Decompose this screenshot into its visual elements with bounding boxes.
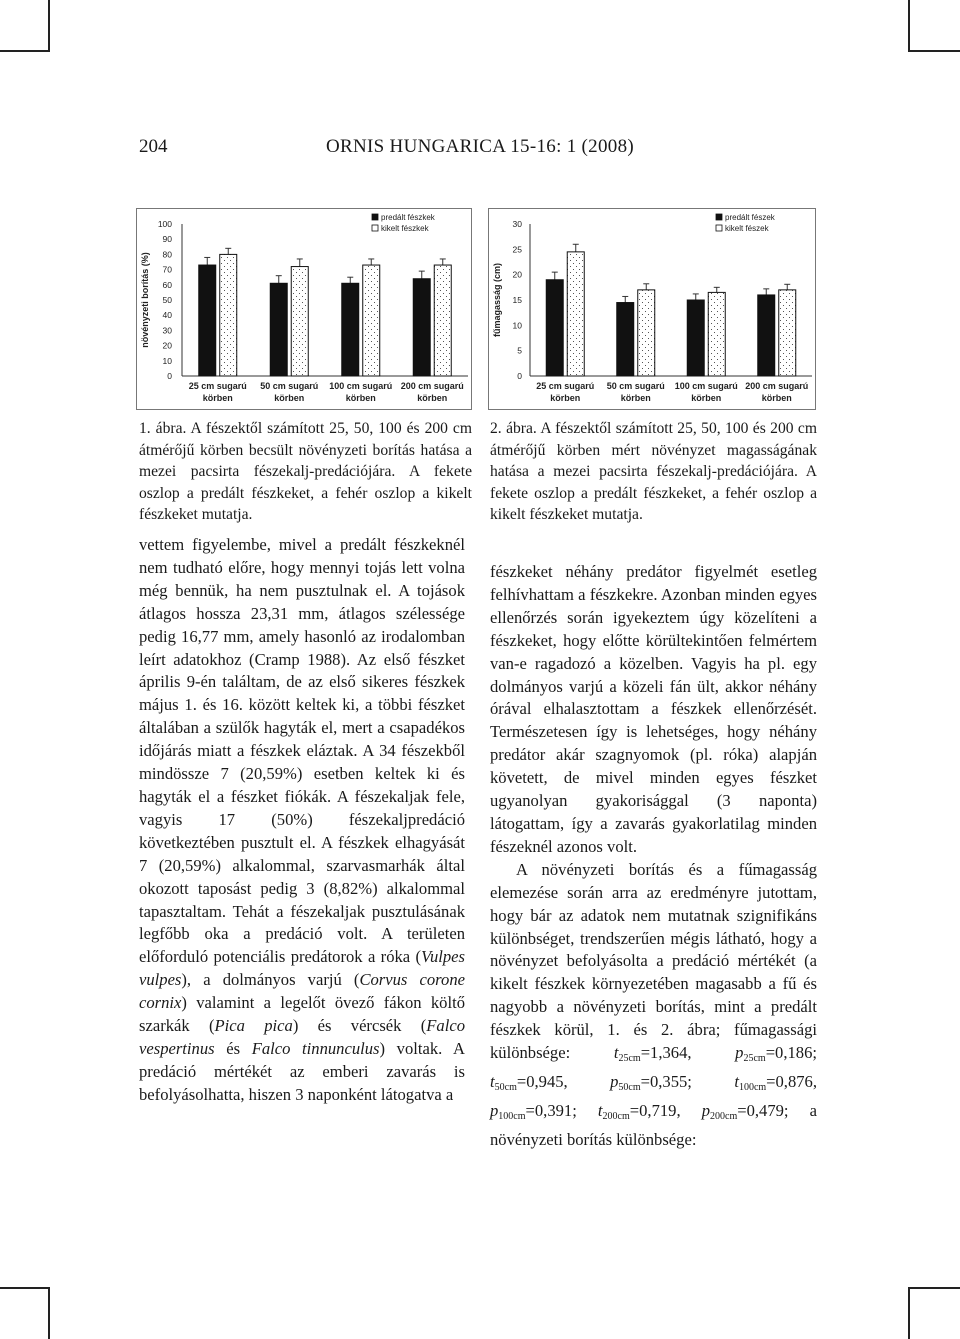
figure-1-chart xyxy=(136,208,472,410)
x-tick-label: körben xyxy=(345,393,376,403)
crop-mark-bottom-right xyxy=(908,1287,910,1339)
stat-value: =0,876, xyxy=(766,1071,817,1091)
y-tick-label: 30 xyxy=(512,219,522,229)
stat-subscript: 100cm xyxy=(738,1081,767,1093)
y-tick-label: 5 xyxy=(517,345,522,356)
species-name: Pica pica xyxy=(214,1016,293,1036)
x-tick-label: 100 cm sugarú xyxy=(674,381,738,391)
body-paragraph: fészkeket néhány predátor figyelmét esetleg felhívhattam a fészkekre. Azonban minden egyes ellenőrzés során igyekeztem úgy közelíteni a fészkeket, hogy előtte körültekintően felmértem van-e ragadozó a közelben. Vagyis ha pl. egy dolmányos varjú a közeli fán ült, akkor néhány órával elhalasztottam a fészkek ellenőrzését. Természetesen így is lehetséges, hogy néhány predátor akár szagnyomok (pl. róka) alapján követett, de mivel minden egyes fészket ugyanolyan gyakorisággal (3 naponta) látogattam, így a zavarás gyakorlatilag minden fészeknél azonos volt. xyxy=(490,562,817,856)
stat-symbol: t xyxy=(613,1043,619,1063)
stat-value: =0,391; xyxy=(525,1100,598,1120)
stat-symbol: p xyxy=(610,1071,619,1091)
bar-hatched xyxy=(291,267,308,376)
bar-predated xyxy=(199,265,216,376)
bar-hatched xyxy=(779,290,796,376)
y-tick-label: 90 xyxy=(162,234,172,245)
stat-symbol: p xyxy=(701,1100,711,1120)
stat-value: =1,364, xyxy=(640,1043,736,1063)
species-name: Corvus corone cornix xyxy=(139,970,465,1013)
y-tick-label: 25 xyxy=(512,244,522,255)
crop-mark-top-right-h xyxy=(908,50,960,52)
stat-value: =0,186; xyxy=(765,1043,817,1063)
stat-symbol: p xyxy=(490,1100,499,1120)
text-run: A növényzeti borítás és a fűmagasság elemezése során arra az eredményre jutottam, hogy bár az adatok nem mutatnak szignifikáns különbséget, trendszerűen mégis látható, hogy a növényzet befolyásolta a predáció mértékét (a kikelt fészkek környezetében magasabb a fű és nagyobb a növényzeti borítás, mint a predált fészkek körül, 1. és 2. ábra; fűmagassági különbsége: xyxy=(490,859,817,1063)
stat-symbol: p xyxy=(735,1043,744,1063)
bar-predated xyxy=(413,279,430,376)
bar-hatched xyxy=(638,290,655,376)
y-tick-label: 60 xyxy=(162,279,172,290)
y-tick-label: 50 xyxy=(162,295,172,305)
legend-swatch xyxy=(372,214,378,220)
running-header xyxy=(0,136,960,160)
crop-mark-top-right xyxy=(908,0,910,52)
legend-swatch xyxy=(716,214,722,220)
figure-1-caption: 1. ábra. A fészektől számított 25, 50, 100 és 200 cm átmérőjű körben becsült növényzeti borítás hatása a mezei pacsirta fészekalj-predációjára. A fekete oszlop a predált fészkeket, a fehér oszlop a kikelt fészkeket mutatja. xyxy=(139,420,472,523)
x-tick-label: körben xyxy=(620,393,651,403)
y-tick-label: 30 xyxy=(162,325,172,336)
stat-subscript: 200cm xyxy=(710,1110,738,1122)
legend-swatch xyxy=(716,225,722,231)
figure-2-chart xyxy=(488,208,816,410)
x-tick-label: körben xyxy=(761,393,792,403)
stat-value: =0,355; xyxy=(640,1071,735,1091)
y-tick-label: 10 xyxy=(512,320,522,331)
stat-symbol: t xyxy=(734,1071,739,1091)
bar-predated xyxy=(617,303,634,376)
y-axis-label: növényzeti borítás (%) xyxy=(140,252,150,348)
bar-hatched xyxy=(567,252,584,376)
text-run: és xyxy=(214,1038,252,1058)
crop-mark-bottom-left-h xyxy=(0,1287,50,1289)
text-run: ) és vércsék ( xyxy=(292,1016,427,1036)
species-name: Falco tinnunculus xyxy=(251,1038,380,1058)
x-tick-label: körben xyxy=(274,393,305,403)
text-run: ) voltak. A predáció mértékét az emberi zavarás is befolyásolhatta, hiszen 3 naponként látogatva a xyxy=(139,1038,466,1104)
y-axis-label: fűmagasság (cm) xyxy=(492,262,502,338)
figure-2-caption: 2. ábra. A fészektől számított 25, 50, 100 és 200 cm átmérőjű körben mért növényzet magasságának hatása a mezei pacsirta fészekalj-predációjára. A fekete oszlop a predált fészkeket, a fehér oszlop a kikelt fészkeket mutatja. xyxy=(490,420,817,523)
x-tick-label: körben xyxy=(202,393,233,403)
text-run: ), a dolmányos varjú ( xyxy=(181,970,360,990)
body-column-left xyxy=(139,534,465,1107)
stat-subscript: 25cm xyxy=(743,1053,766,1065)
y-tick-label: 40 xyxy=(162,310,172,321)
y-tick-label: 0 xyxy=(517,371,522,381)
crop-mark-top-left-h xyxy=(0,50,50,52)
stat-subscript: 200cm xyxy=(602,1110,630,1122)
text-run: vettem figyelembe, mivel a predált fészkeknél nem tudható előre, hogy mennyi tojás lett volna még bennük, ha nem pusztulnak el. A tojások átlagos hossza 23,31 mm, átlagos szélessége pedig 16,77 mm, amely hasonló az irodalomban leírt adatokhoz (Cramp 1988). Az első fészket április 9-én találtam, de az első sikeres fészkek május 1. és 16. között keltek ki, a többi fészket általában a szülők hagyták el, mert a csapadékos időjárás miatt a fészkek eláztak. A 34 fészekből mindössze 7 (20,59%) esetben keltek ki és hagyták el a fészket fiókák. A fészekaljak fele, vagyis 17 (50%) fészekaljpredáció következtében pusztult el. A fészkek elhagyását 7 (20,59%) alkalommal, szarvasmarhák által okozott taposást pedig 3 (8,82%) alkalommal tapasztaltam. Tehát a fészekaljak pusztulásának legfőbb oka a predáció volt. A területen előforduló potenciális predátorok a róka ( xyxy=(139,535,465,967)
y-tick-label: 10 xyxy=(162,355,172,366)
crop-mark-bottom-left xyxy=(48,1287,50,1339)
figure-2-svg xyxy=(488,208,816,410)
legend-label: predált fészkek xyxy=(381,213,435,222)
x-tick-label: 100 cm sugarú xyxy=(329,381,393,391)
crop-mark-bottom-right-h xyxy=(908,1287,960,1289)
legend-label: predált fészek xyxy=(725,213,775,222)
crop-mark-top-left xyxy=(48,0,50,52)
stat-subscript: 50cm xyxy=(494,1081,517,1093)
legend-label: kikelt fészkek xyxy=(381,224,429,233)
figure-1-svg xyxy=(136,208,472,410)
bar-hatched xyxy=(434,265,451,376)
x-tick-label: 50 cm sugarú xyxy=(260,381,319,391)
bar-hatched xyxy=(220,254,237,376)
page-number: 204 xyxy=(139,136,168,157)
stat-symbol: t xyxy=(490,1071,495,1091)
bar-predated xyxy=(546,280,563,376)
journal-title: ORNIS HUNGARICA 15-16: 1 (2008) xyxy=(325,136,635,157)
legend-label: kikelt fészek xyxy=(725,224,769,233)
bar-predated xyxy=(342,283,359,376)
body-paragraph xyxy=(139,534,465,1107)
legend-swatch xyxy=(372,225,378,231)
y-tick-label: 100 xyxy=(157,219,172,229)
bar-hatched xyxy=(363,265,380,376)
stat-value: =0,945, xyxy=(516,1071,611,1091)
y-tick-label: 80 xyxy=(162,249,172,260)
bar-hatched xyxy=(708,292,725,376)
x-tick-label: körben xyxy=(417,393,448,403)
bar-predated xyxy=(687,300,704,376)
y-tick-label: 20 xyxy=(162,340,172,351)
bar-predated xyxy=(270,283,287,376)
x-tick-label: 200 cm sugarú xyxy=(400,381,464,391)
stat-subscript: 25cm xyxy=(618,1053,641,1065)
x-tick-label: 50 cm sugarú xyxy=(606,381,665,391)
stat-subscript: 100cm xyxy=(498,1110,526,1122)
stat-value: =0,719, xyxy=(629,1100,702,1120)
y-tick-label: 15 xyxy=(512,295,522,305)
stat-symbol: t xyxy=(597,1100,603,1120)
x-tick-label: 25 cm sugarú xyxy=(188,381,247,391)
bar-predated xyxy=(758,295,775,376)
body-paragraph xyxy=(490,859,817,1152)
species-name: Vulpes vulpes xyxy=(139,947,465,990)
x-tick-label: körben xyxy=(550,393,581,403)
stat-subscript: 50cm xyxy=(618,1081,641,1093)
x-tick-label: 25 cm sugarú xyxy=(536,381,595,391)
x-tick-label: 200 cm sugarú xyxy=(745,381,809,391)
species-name: Falco vespertinus xyxy=(139,1016,465,1058)
body-column-right xyxy=(490,561,817,1152)
x-tick-label: körben xyxy=(691,393,722,403)
text-run: ) valamint a legelőt övező fákon költő szarkák ( xyxy=(139,993,465,1036)
stat-value: =0,479; a növényzeti borítás különbsége: xyxy=(490,1100,818,1149)
y-tick-label: 20 xyxy=(512,269,522,280)
y-tick-label: 0 xyxy=(167,371,172,381)
y-tick-label: 70 xyxy=(162,264,172,275)
